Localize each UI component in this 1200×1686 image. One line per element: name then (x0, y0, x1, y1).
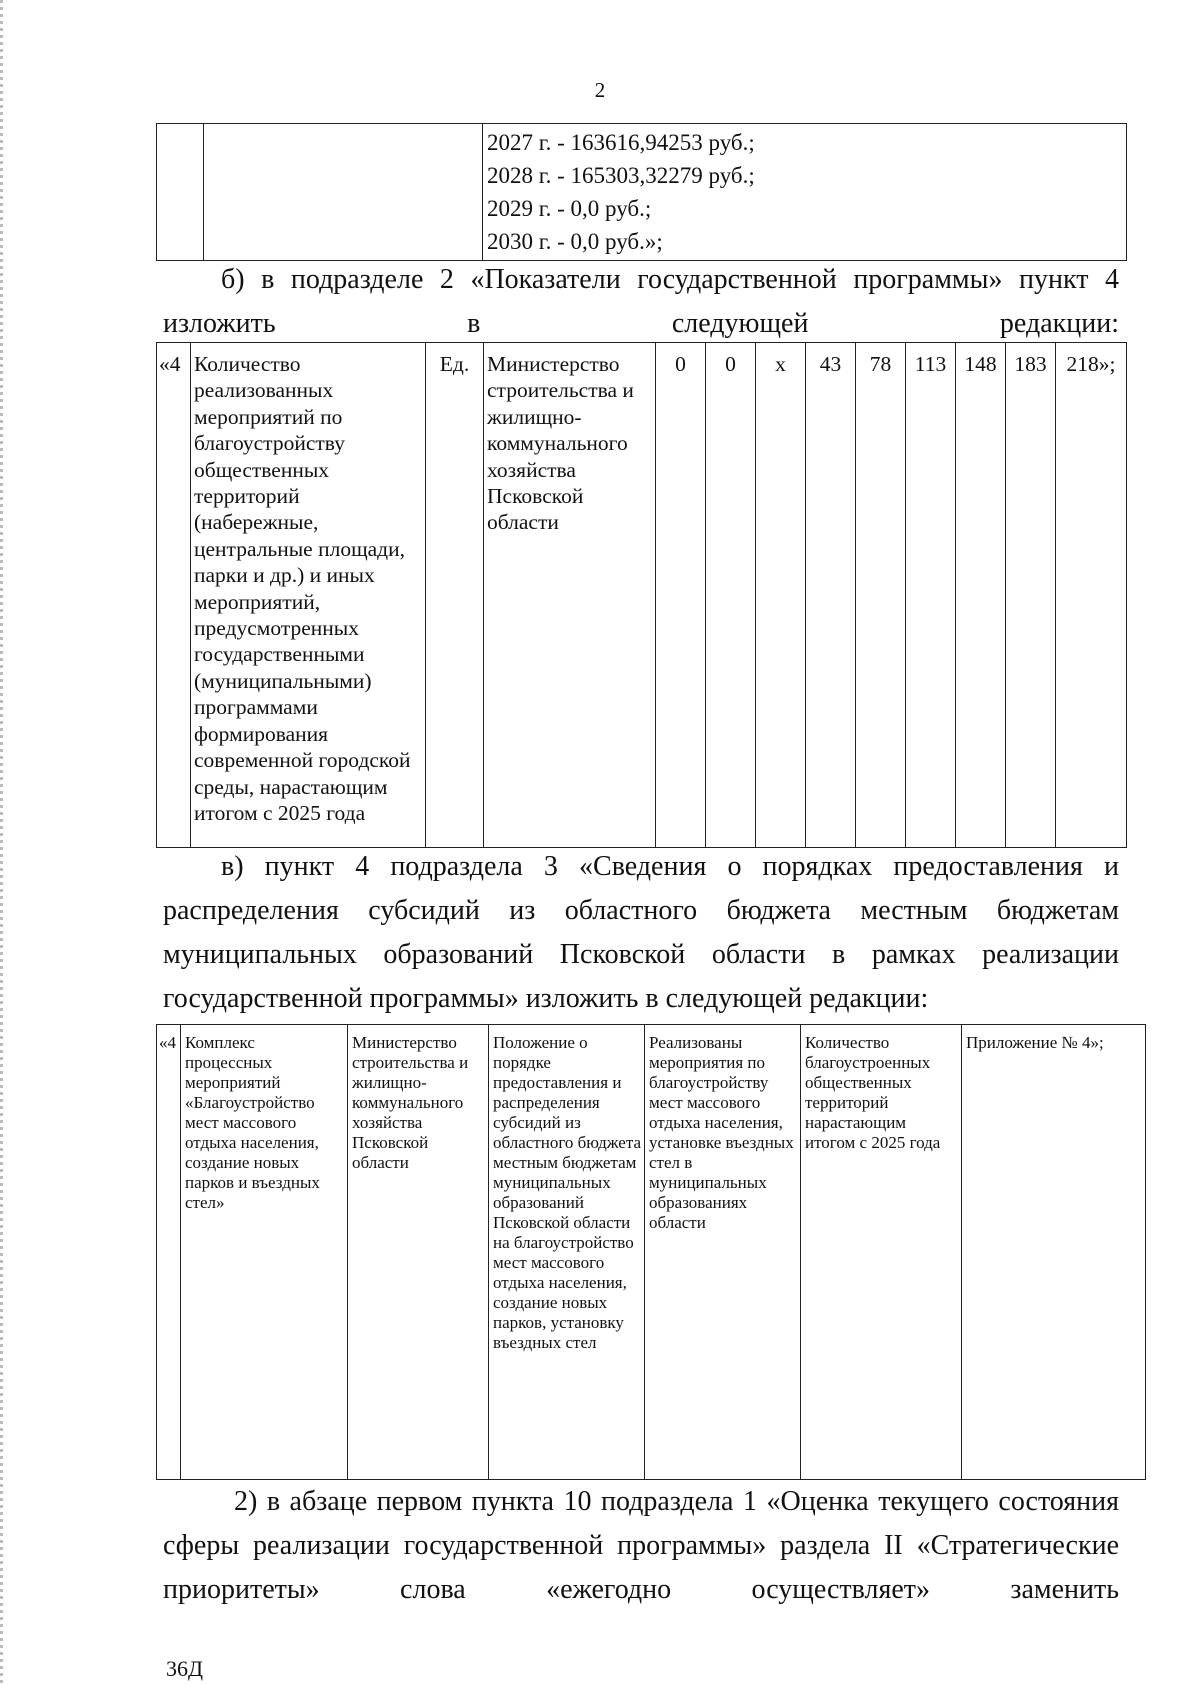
funding-cell (483, 124, 1127, 261)
table-row (157, 343, 1127, 848)
table-cell (157, 124, 204, 261)
subsidy-table (156, 1024, 1146, 1480)
complex-name: Комплекс процессных мероприятий «Благоустройство мест массового отдыха населения, создание новых парков и въездных стел» (181, 1025, 348, 1480)
funding-line-2029: 2029 г. - 0,0 руб.; (487, 196, 652, 221)
table-row (157, 124, 1127, 261)
item-number: «4 (157, 343, 191, 848)
value-cell: 183 (1006, 343, 1056, 848)
value-cell: 148 (956, 343, 1006, 848)
ministry: Министерство строительства и жилищно-коммунального хозяйства Псковской области (348, 1025, 489, 1480)
paragraph-b: б) в подразделе 2 «Показатели государственной программы» пункт 4 изложить в следующей редакции: (163, 264, 1119, 339)
value-cell: 218»; (1056, 343, 1127, 848)
scan-edge (0, 0, 3, 1686)
paragraph-2: 2) в абзаце первом пункта 10 подраздела 1 «Оценка текущего состояния сферы реализации государственной программы» раздела II «Стратегические приоритеты» слова «ежегодно осуществляет» заменить (163, 1486, 1119, 1605)
value-cell: 78 (856, 343, 906, 848)
page-number: 2 (594, 78, 606, 102)
indicator: Количество благоустроенных общественных территорий нарастающим итогом с 2025 года (801, 1025, 962, 1480)
funding-line-2027: 2027 г. - 163616,94253 руб.; (487, 130, 755, 155)
table-cell (204, 124, 483, 261)
paragraph-v: в) пункт 4 подраздела 3 «Сведения о порядках предоставления и распределения субсидий из областного бюджета местным бюджетам муниципальных образований Псковской области в рамках реализации государственной программы» изложить в следующей редакции: (163, 851, 1119, 1014)
value-cell: 0 (656, 343, 706, 848)
footer-code: 36Д (166, 1656, 204, 1681)
result: Реализованы мероприятия по благоустройству мест массового отдыха населения, установке въездных стел в муниципальных образованиях области (645, 1025, 801, 1480)
regulation: Положение о порядке предоставления и распределения субсидий из областного бюджета местным бюджетам муниципальных образований Псковской области на благоустройство мест массового отдыха населения, создание новых парков, установку въездных стел (489, 1025, 645, 1480)
value-cell: 0 (706, 343, 756, 848)
item-number: «4 (157, 1025, 181, 1480)
value-cell: 43 (806, 343, 856, 848)
funding-table (156, 123, 1127, 261)
table-row (157, 1025, 1146, 1480)
indicator-name: Количество реализованных мероприятий по благоустройству общественных территорий (набережные, центральные площади, парки и др.) и иных мероприятий, предусмотренных государственными (муниципальными) программами формирования современной городской среды, нарастающим итогом с 2025 года (191, 343, 426, 848)
value-cell: 113 (906, 343, 956, 848)
responsible-body: Министерство строительства и жилищно-коммунального хозяйства Псковской области (484, 343, 656, 848)
unit: Ед. (426, 343, 484, 848)
value-cell: х (756, 343, 806, 848)
funding-line-2030: 2030 г. - 0,0 руб.»; (487, 229, 663, 254)
indicator-table (156, 342, 1127, 848)
appendix: Приложение № 4»; (962, 1025, 1146, 1480)
funding-line-2028: 2028 г. - 165303,32279 руб.; (487, 163, 755, 188)
